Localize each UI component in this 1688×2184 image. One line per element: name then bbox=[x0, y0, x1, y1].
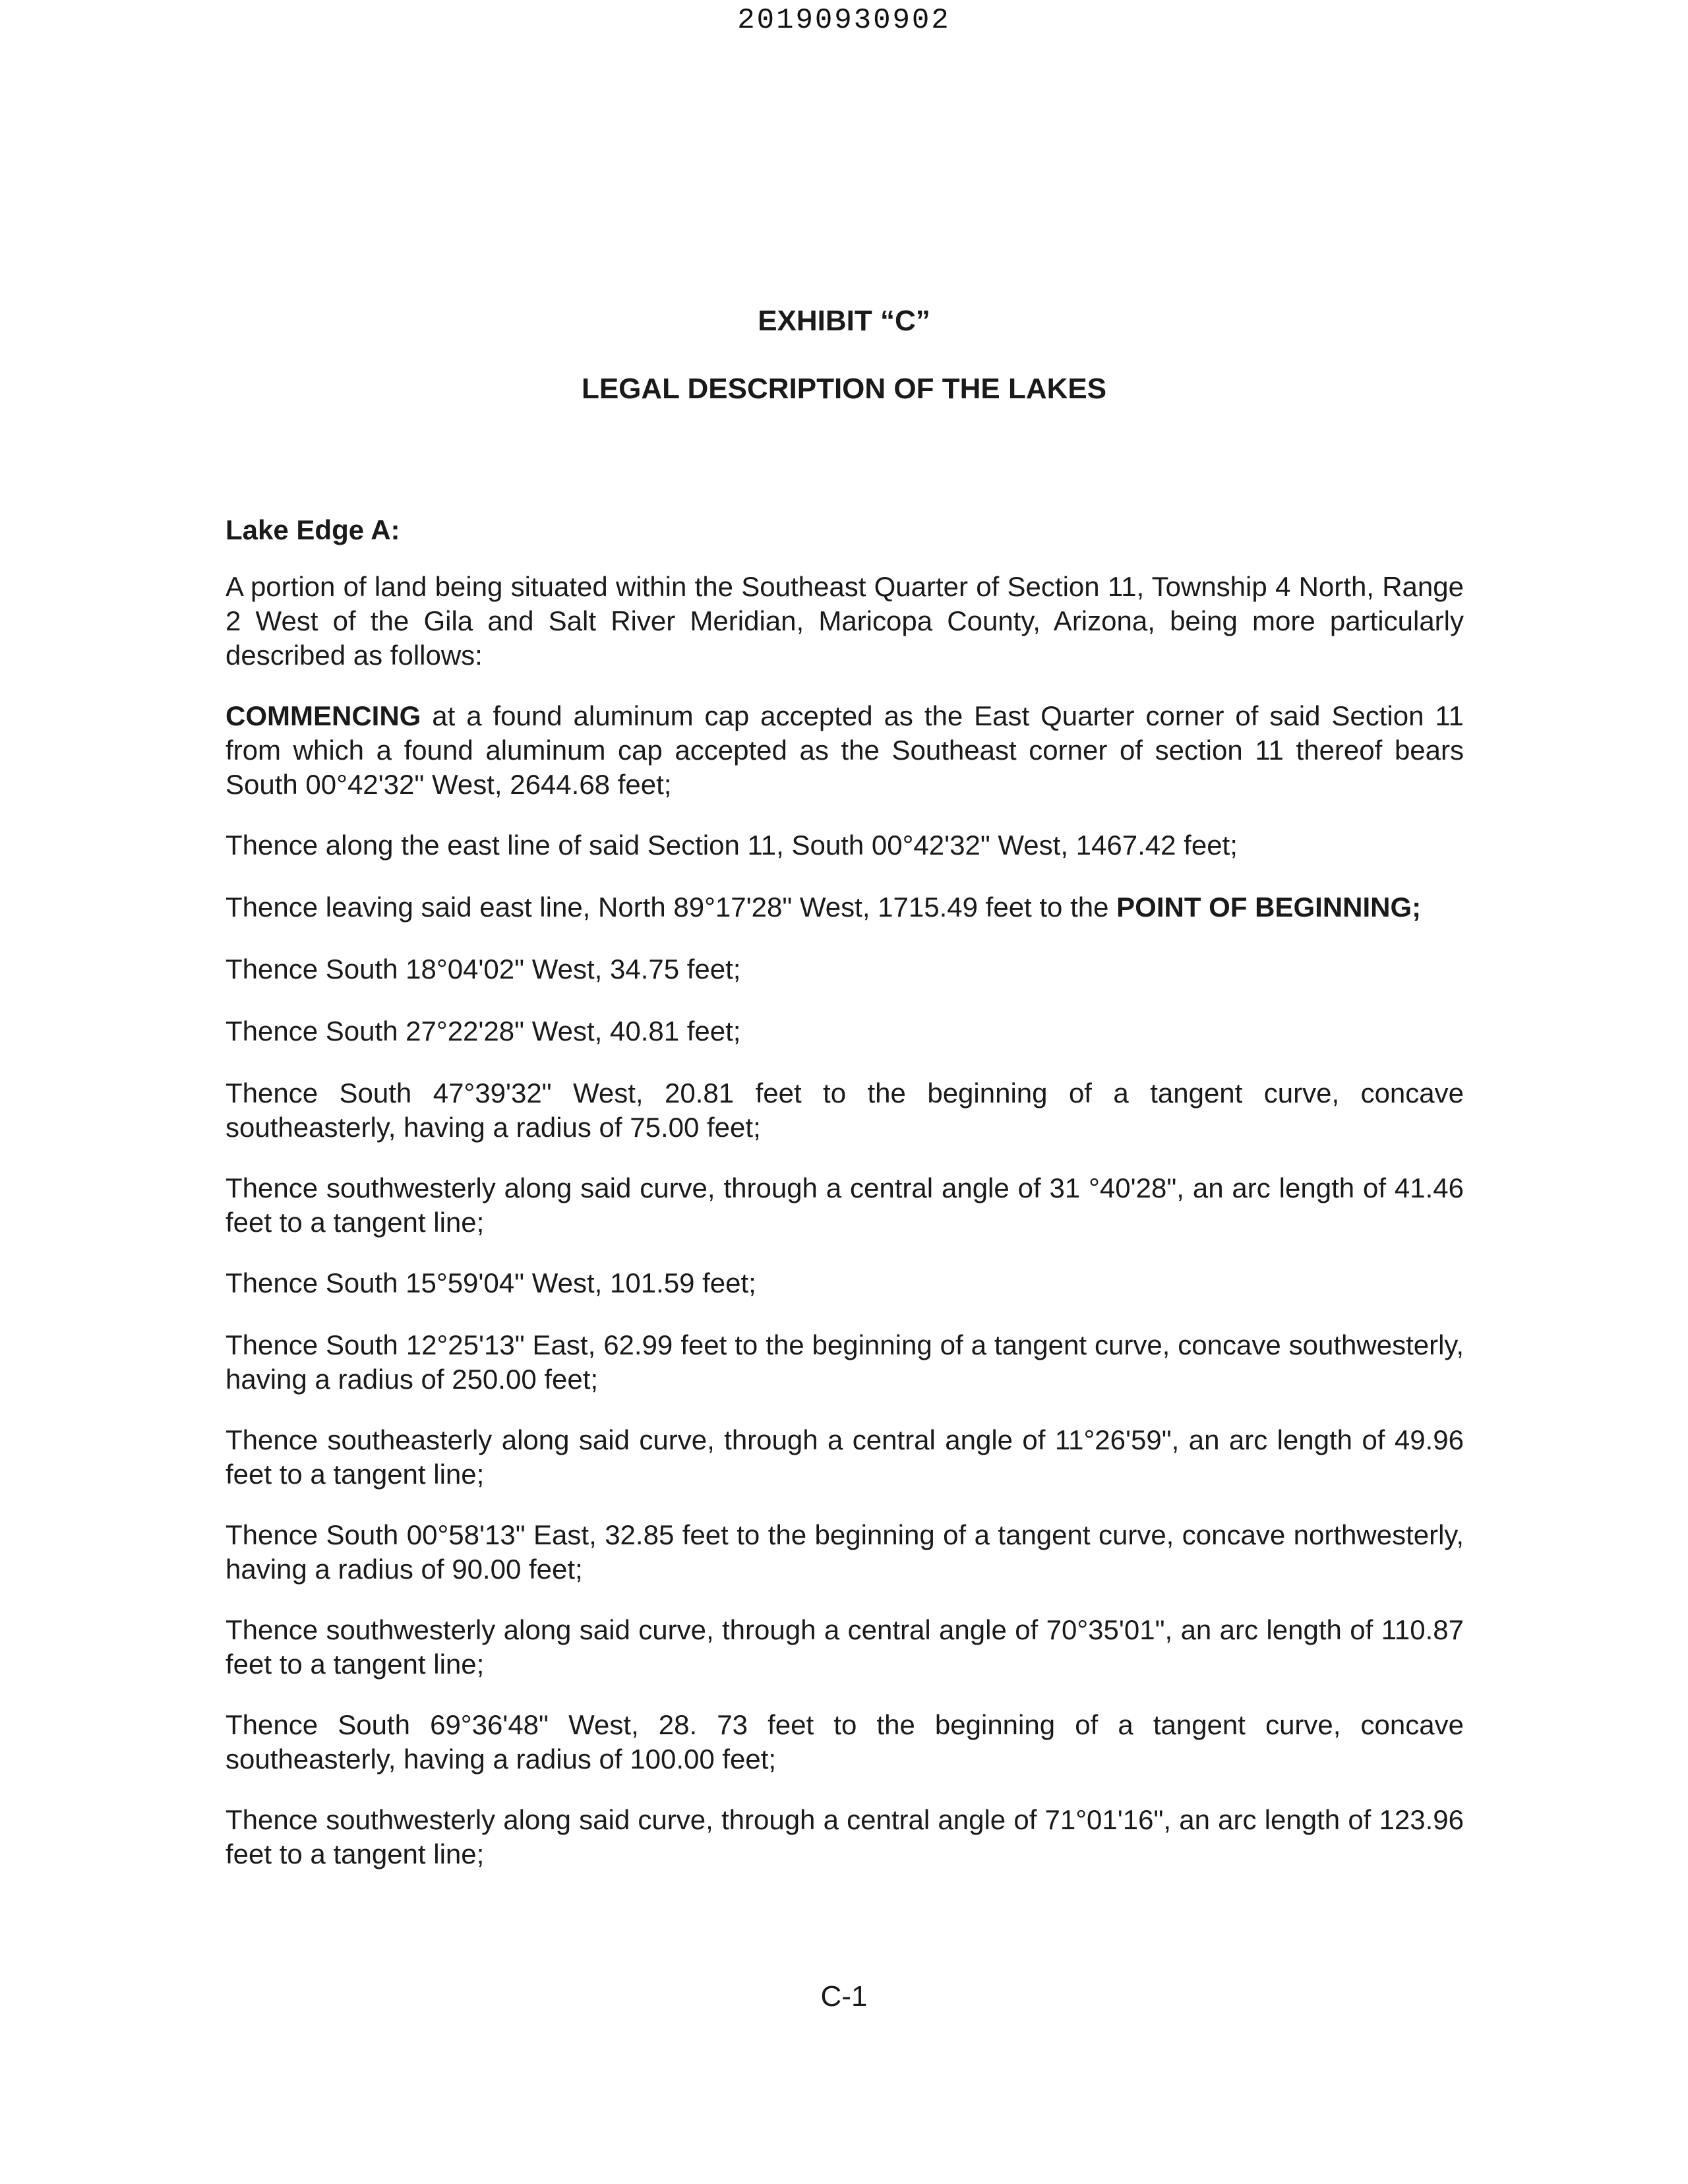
point-of-beginning-label: POINT OF BEGINNING; bbox=[1116, 892, 1422, 923]
course-paragraph: Thence South 47°39'32" West, 20.81 feet to the beginning of a tangent curve, concave southeasterly, having a radius of 75.00 feet; bbox=[226, 1077, 1464, 1143]
legal-description-body bbox=[226, 570, 1464, 1898]
commencing-text: at a found aluminum cap accepted as the East Quarter corner of said Section 11 from which a found aluminum cap accepted as the Southeast corner of section 11 thereof bears South 00°42'32" West, 2644.68 feet; bbox=[226, 700, 1464, 800]
commencing-paragraph bbox=[226, 699, 1464, 802]
leaving-text: Thence leaving said east line, North 89°17'28" West, 1715.49 feet to the bbox=[226, 892, 1117, 923]
exhibit-subtitle: LEGAL DESCRIPTION OF THE LAKES bbox=[581, 373, 1107, 405]
curve-paragraph: Thence southwesterly along said curve, through a central angle of 31 °40'28", an arc length of 41.46 feet to a tangent line; bbox=[226, 1172, 1464, 1238]
intro-paragraph: A portion of land being situated within the Southeast Quarter of Section 11, Township 4 North, Range 2 West of the Gila and Salt River Meridian, Maricopa County, Arizona, being more particularly described as follows: bbox=[226, 571, 1464, 671]
course-paragraph: Thence South 27°22'28" West, 40.81 feet; bbox=[226, 1016, 741, 1046]
course-paragraph: Thence South 12°25'13" East, 62.99 feet to the beginning of a tangent curve, concave southwesterly, having a radius of 250.00 feet; bbox=[226, 1329, 1464, 1395]
commencing-lead: COMMENCING bbox=[226, 700, 421, 731]
east-line-paragraph: Thence along the east line of said Section 11, South 00°42'32" West, 1467.42 feet; bbox=[226, 830, 1238, 861]
curve-paragraph: Thence southeasterly along said curve, through a central angle of 11°26'59", an arc length of 49.96 feet to a tangent line; bbox=[226, 1424, 1464, 1490]
curve-paragraph: Thence southwesterly along said curve, through a central angle of 71°01'16", an arc length of 123.96 feet to a tangent line; bbox=[226, 1804, 1464, 1869]
curve-paragraph: Thence southwesterly along said curve, through a central angle of 70°35'01", an arc length of 110.87 feet to a tangent line; bbox=[226, 1614, 1464, 1680]
page-number: C-1 bbox=[820, 1980, 868, 2013]
course-paragraph: Thence South 18°04'02" West, 34.75 feet; bbox=[226, 954, 741, 985]
course-paragraph: Thence South 15°59'04" West, 101.59 feet; bbox=[226, 1267, 756, 1298]
point-of-beginning-paragraph bbox=[226, 890, 1464, 925]
recording-number: 20190930902 bbox=[737, 4, 951, 37]
course-paragraph: Thence South 69°36'48" West, 28. 73 feet to the beginning of a tangent curve, concave southeasterly, having a radius of 100.00 feet; bbox=[226, 1709, 1464, 1774]
exhibit-title: EXHIBIT “C” bbox=[758, 305, 930, 337]
section-heading: Lake Edge A: bbox=[226, 514, 400, 545]
course-paragraph: Thence South 00°58'13" East, 32.85 feet to the beginning of a tangent curve, concave northwesterly, having a radius of 90.00 feet; bbox=[226, 1519, 1464, 1585]
